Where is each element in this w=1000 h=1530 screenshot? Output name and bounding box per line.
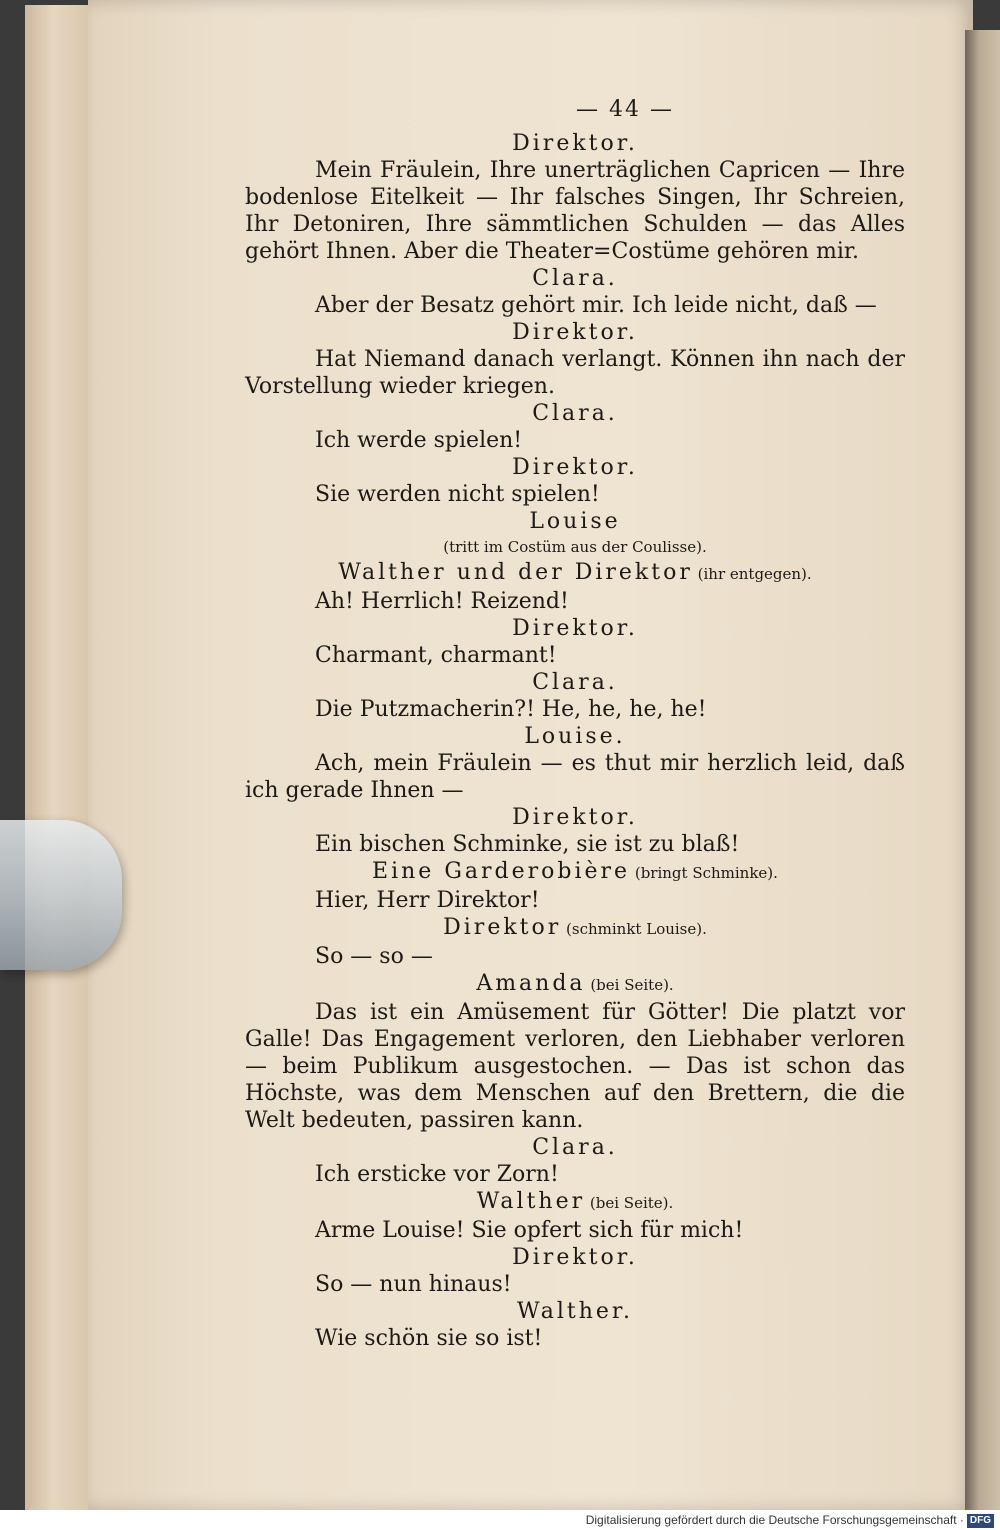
dialogue-line: Hier, Herr Direktor! [315,888,540,913]
dialogue-line: Ah! Herrlich! Reizend! [315,589,569,614]
speaker-name [245,1188,905,1217]
dialogue-line: Wie schön sie so ist! [315,1326,543,1351]
footer-text: Digitalisierung gefördert durch die Deutsche Forschungsgemeinschaft · [585,1513,964,1527]
footer-credit [0,1510,1000,1530]
speaker-label: Clara. [532,401,618,426]
stage-direction: (bei Seite). [585,976,674,994]
speaker-name [245,559,905,588]
dialogue-line: Charmant, charmant! [315,643,557,668]
speaker-label: Walther [476,1189,586,1214]
speaker-label: Direktor. [512,1245,638,1270]
book-gutter [965,30,1000,1510]
speaker-label: Eine Garderobière [372,859,631,884]
dialogue-line: Ein bischen Schminke, sie ist zu blaß! [315,832,740,857]
stage-direction: (bei Seite). [585,1194,674,1212]
dialogue-line: Das ist ein Amüsement für Götter! Die platzt vor Galle! Das Engagement verloren, den Liebhaber verloren — beim Publikum ausgestochen. — Das ist schon das Höchste, was dem Menschen auf den Brettern, die die Welt bedeuten, passiren kann. [245,1000,905,1133]
speaker-name [245,615,905,642]
speaker-name [245,1298,905,1325]
dfg-logo-icon: DFG [967,1514,994,1528]
dialogue-line: So — nun hinaus! [315,1272,512,1297]
page-text [245,90,905,1352]
dialogue-line: Ich werde spielen! [315,428,523,453]
dialogue-line: Ich ersticke vor Zorn! [315,1162,559,1187]
speaker-label: Clara. [532,670,618,695]
speaker-name [245,1134,905,1161]
speaker-name [245,723,905,750]
speaker-name [245,858,905,887]
speaker-label: Direktor. [512,616,638,641]
speaker-label: Amanda [476,971,586,996]
speaker-label: Direktor [443,915,562,940]
page-number: — 44 — [576,97,674,122]
speaker-name [245,265,905,292]
dialogue-line: Arme Louise! Sie opfert sich für mich! [315,1218,744,1243]
speaker-name [245,400,905,427]
dialogue-line: Die Putzmacherin?! He, he, he, he! [315,697,707,722]
dialogue-line: Hat Niemand danach verlangt. Können ihn nach der Vorstellung wieder kriegen. [245,347,905,399]
speaker-name [245,914,905,943]
speaker-label: Louise. [524,724,626,749]
dialogue-line: Ach, mein Fräulein — es thut mir herzlich leid, daß ich gerade Ihnen — [245,751,905,803]
speaker-name [245,319,905,346]
speaker-label: Clara. [532,1135,618,1160]
speaker-label: Clara. [532,266,618,291]
dialogue-line: Mein Fräulein, Ihre unerträglichen Capricen — Ihre bodenlose Eitelkeit — Ihr falsches Singen, Ihr Schreien, Ihr Detoniren, Ihre sämmtlichen Schulden — das Alles gehört Ihnen. Aber die Theater=Costüme gehören mir. [245,158,905,264]
speaker-name [245,130,905,157]
stage-direction: (schminkt Louise). [561,920,707,938]
speaker-label: Louise [529,509,621,534]
play-content [245,130,905,1352]
page-stack-edge [25,5,95,1510]
speaker-name [245,970,905,999]
speaker-name [245,1244,905,1271]
speaker-name [245,669,905,696]
dialogue-line: So — so — [315,944,433,969]
speaker-name [245,804,905,831]
stage-direction: (tritt im Costüm aus der Coulisse). [443,538,707,556]
dialogue-line: Sie werden nicht spielen! [315,482,600,507]
stage-direction: (bringt Schminke). [630,864,778,882]
dialogue-line: Aber der Besatz gehört mir. Ich leide nicht, daß — [315,293,877,318]
speaker-name [245,454,905,481]
stage-direction: (ihr entgegen). [692,565,812,583]
speaker-label: Direktor. [512,805,638,830]
page-clip [0,820,122,970]
speaker-label: Direktor. [512,131,638,156]
speaker-label: Direktor. [512,320,638,345]
speaker-name [245,508,905,535]
speaker-label: Direktor. [512,455,638,480]
speaker-label: Walther und der Direktor [338,560,693,585]
speaker-label: Walther. [517,1299,633,1324]
